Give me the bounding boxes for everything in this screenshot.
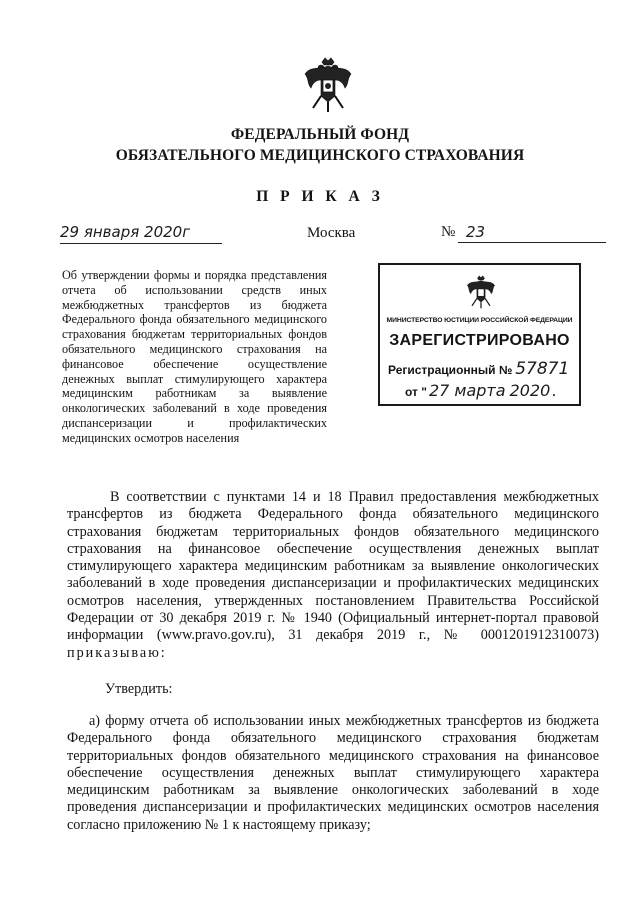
item-a-paragraph: а) форму отчета об использовании иных межбюджетных трансфертов из бюджета Федерального фонда обязательного медицинского страхования бюджетам территориальных фондов обязательного медицинского страхования на финансовое обеспечение осуществления денежных выплат стимулирующего характера медицинским работникам за выявление онкологических заболеваний в ходе проведения диспансеризации и профилактических медицинских осмотров населения согласно приложению № 1 к настоящему приказу; [67, 713, 599, 833]
approve-heading: Утвердить: [105, 681, 173, 697]
stamp-coat-of-arms-icon [466, 273, 496, 311]
registration-stamp [378, 263, 581, 406]
russian-coat-of-arms-icon [303, 56, 353, 114]
preamble-text: В соответствии с пунктами 14 и 18 Правил предоставления межбюджетных трансфертов из бюджета Федерального фонда обязательного медицинского страхования бюджетам территориальных фондов обязательного медицинского страхования на финансовое обеспечение осуществления денежных выплат стимулирующего характера медицинским работникам за выявление онкологических заболеваний в ходе проведения диспансеризации и профилактических медицинских осмотров населения, утвержденных постановлением Правительства Российской Федерации от 30 декабря 2019 г. № 1940 (Официальный интернет-портал правовой информации (www.pravo.gov.ru), 31 декабря 2019 г., № 0001201912310073) [67, 489, 599, 644]
stamp-year: 2020 [509, 381, 551, 400]
stamp-reg-label: Регистрационный № [388, 363, 513, 377]
order-title: П Р И К А З [256, 188, 384, 205]
stamp-registration-number [388, 359, 569, 379]
stamp-ministry: МИНИСТЕРСТВО ЮСТИЦИИ РОССИЙСКОЙ ФЕДЕРАЦИИ [386, 317, 573, 324]
order-number: 23 [458, 224, 606, 243]
order-subject: Об утверждении формы и порядка представления отчета об использовании средств иных межбюджетных трансфертов из бюджета Федерального фонда обязательного медицинского страхования бюджетам территориальных фондов обязательного медицинского страхования на финансовое обеспечение осуществление денежных выплат стимулирующего характера медицинским работникам за выявление онкологических заболеваний в ходе проведения диспансеризации и профилактических медицинских осмотров населения [62, 268, 327, 445]
stamp-reg-number: 57871 [515, 359, 570, 379]
order-number-label: № [441, 224, 456, 240]
stamp-date: от " 27 марта 2020 . [405, 381, 556, 400]
stamp-from-date: 27 марта [428, 381, 506, 400]
order-action: приказываю: [67, 644, 167, 661]
preamble-paragraph [67, 489, 599, 662]
stamp-registered: ЗАРЕГИСТРИРОВАНО [389, 332, 570, 349]
org-name-line1: ФЕДЕРАЛЬНЫЙ ФОНД [230, 126, 410, 143]
order-date: 29 января 2020г [60, 224, 222, 244]
order-city: Москва [307, 225, 356, 241]
org-name-line2: ОБЯЗАТЕЛЬНОГО МЕДИЦИНСКОГО СТРАХОВАНИЯ [115, 147, 525, 164]
stamp-from-label: от " [405, 385, 427, 399]
